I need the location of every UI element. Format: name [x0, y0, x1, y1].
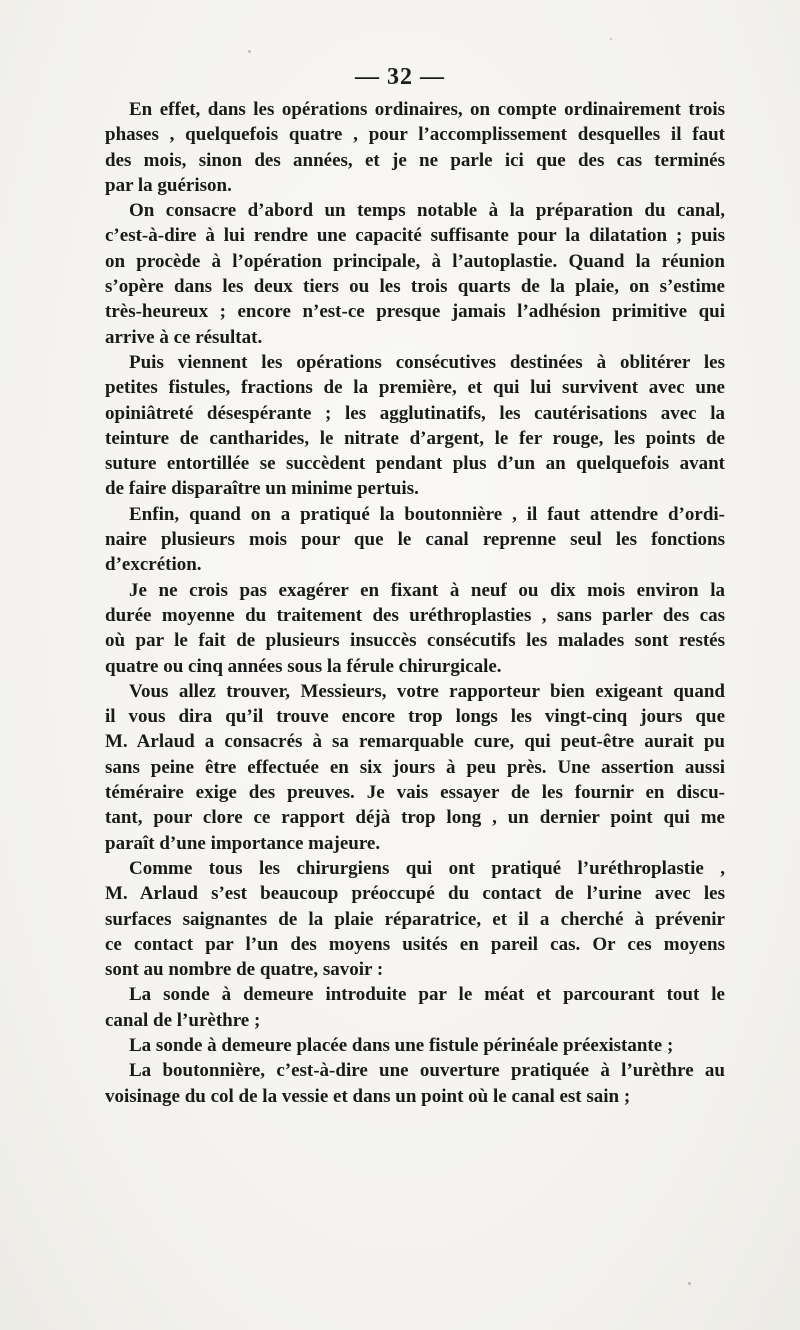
text-line: On consacre d’abord un temps notable à la préparation du canal,: [129, 200, 725, 222]
text-line: il vous dira qu’il trouve encore trop longs les vingt-cinq jours que: [105, 706, 725, 728]
text-line: ce contact par l’un des moyens usités en pareil cas. Or ces moyens: [105, 933, 725, 955]
text-line: surfaces saignantes de la plaie réparatrice, et il a cherché à prévenir: [105, 908, 725, 930]
text-line: où par le fait de plusieurs insuccès consécutifs les malades sont restés: [105, 630, 725, 652]
text-line: La sonde à demeure introduite par le méat et parcourant tout le: [129, 984, 725, 1006]
text-line: sont au nombre de quatre, savoir :: [105, 959, 384, 981]
text-line: c’est-à-dire à lui rendre une capacité suffisante pour la dilatation ; puis: [105, 225, 725, 247]
text-line: La sonde à demeure placée dans une fistule périnéale préexistante ;: [129, 1034, 674, 1056]
text-line: par la guérison.: [105, 174, 232, 196]
text-line: Vous allez trouver, Messieurs, votre rapporteur bien exigeant quand: [129, 680, 725, 702]
text-line: Je ne crois pas exagérer en fixant à neuf ou dix mois environ la: [129, 579, 725, 601]
text-line: des mois, sinon des années, et je ne parle ici que des cas terminés: [105, 149, 725, 171]
text-line: Enfin, quand on a pratiqué la boutonnière , il faut attendre d’ordi-: [129, 503, 725, 525]
text-line: Comme tous les chirurgiens qui ont pratiqué l’uréthroplastie ,: [129, 857, 725, 879]
text-line: on procède à l’opération principale, à l’autoplastie. Quand la réunion: [105, 250, 725, 272]
text-line: teinture de cantharides, le nitrate d’argent, le fer rouge, les points de: [105, 427, 725, 449]
paper-speck: [688, 1282, 691, 1285]
text-line: d’excrétion.: [105, 554, 202, 576]
text-line: suture entortillée se succèdent pendant plus d’un an quelquefois avant: [105, 453, 725, 475]
text-line: canal de l’urèthre ;: [105, 1009, 261, 1031]
text-line: opiniâtreté désespérante ; les agglutinatifs, les cautérisations avec la: [105, 402, 725, 424]
text-line: Puis viennent les opérations consécutives destinées à oblitérer les: [129, 351, 725, 373]
text-line: sans peine être effectuée en six jours à peu près. Une assertion aussi: [105, 756, 725, 778]
text-line: M. Arlaud a consacrés à sa remarquable cure, qui peut-être aurait pu: [105, 731, 725, 753]
text-line: M. Arlaud s’est beaucoup préoccupé du contact de l’urine avec les: [105, 883, 725, 905]
text-line: voisinage du col de la vessie et dans un point où le canal est sain ;: [105, 1085, 631, 1107]
text-line: naire plusieurs mois pour que le canal reprenne seul les fonctions: [105, 529, 725, 551]
paper-speck: [610, 38, 612, 40]
body-text: [105, 97, 725, 1109]
text-line: s’opère dans les deux tiers ou les trois quarts de la plaie, on s’estime: [105, 276, 725, 298]
paper-speck: [248, 50, 251, 53]
text-line: très-heureux ; encore n’est-ce presque jamais l’adhésion primitive qui: [105, 301, 725, 323]
text-line: petites fistules, fractions de la première, et qui lui survivent avec une: [105, 377, 725, 399]
text-line: tant, pour clore ce rapport déjà trop long , un dernier point qui me: [105, 807, 725, 829]
text-line: quatre ou cinq années sous la férule chirurgicale.: [105, 655, 502, 677]
text-line: de faire disparaître un minime pertuis.: [105, 478, 419, 500]
text-line: arrive à ce résultat.: [105, 326, 263, 348]
text-line: paraît d’une importance majeure.: [105, 832, 381, 854]
text-line: En effet, dans les opérations ordinaires, on compte ordinairement trois: [129, 99, 725, 120]
page-number: — 32 —: [355, 64, 445, 90]
text-line: durée moyenne du traitement des uréthroplasties , sans parler des cas: [105, 604, 725, 626]
text-line: La boutonnière, c’est-à-dire une ouverture pratiquée à l’urèthre au: [129, 1060, 725, 1082]
text-line: téméraire exige des preuves. Je vais essayer de les fournir en discu-: [105, 782, 725, 804]
text-line: phases , quelquefois quatre , pour l’accomplissement desquelles il faut: [105, 124, 725, 146]
